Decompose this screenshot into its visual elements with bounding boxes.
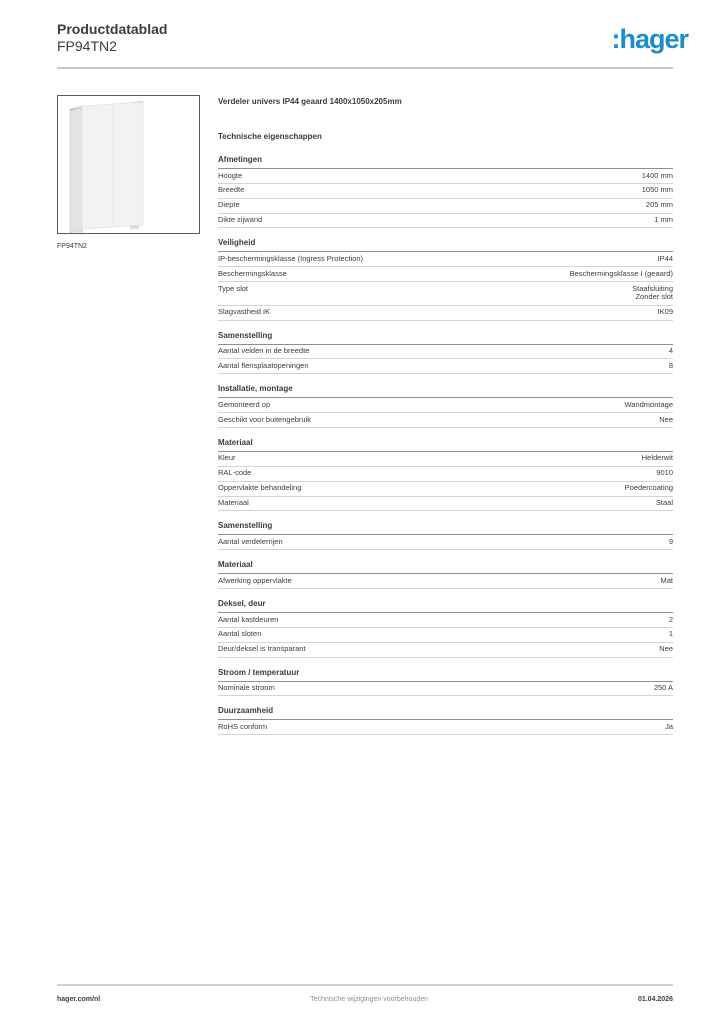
spec-row (218, 467, 673, 482)
main-content (57, 95, 673, 745)
spec-value-line: Staafsluiting (632, 283, 673, 293)
spec-section-title: Samenstelling (218, 521, 673, 535)
spec-value (669, 616, 673, 625)
spec-value (669, 347, 673, 356)
spec-label: Dikte zijwand (218, 215, 263, 225)
spec-value-line: Helderwit (641, 453, 673, 463)
spec-row (218, 574, 673, 589)
spec-row (218, 413, 673, 428)
spec-value (642, 172, 673, 181)
spec-value (659, 645, 673, 654)
spec-label: IP-beschermingsklasse (Ingress Protection) (218, 253, 364, 263)
spec-row (218, 199, 673, 214)
spec-value (654, 684, 673, 693)
footer-date: 01.04.2026 (637, 996, 673, 1003)
spec-label: Hoogte (218, 170, 243, 180)
spec-row (218, 252, 673, 267)
spec-section (218, 521, 673, 550)
spec-row (218, 452, 673, 467)
spec-section-title: Deksel, deur (218, 599, 673, 613)
spec-section-title: Materiaal (218, 438, 673, 452)
spec-value-line: Zonder slot (635, 292, 673, 302)
spec-value (646, 201, 673, 210)
spec-value-line: 1 mm (654, 215, 673, 225)
spec-label: Gemonteerd op (218, 399, 271, 409)
spec-row (218, 613, 673, 628)
cabinet-illustration (58, 96, 199, 233)
spec-label: Type slot (218, 283, 249, 293)
spec-value (659, 416, 673, 425)
spec-label: Kleur (218, 453, 236, 463)
spec-value (654, 216, 673, 225)
spec-value (656, 499, 673, 508)
spec-value-line: 9 (668, 536, 673, 546)
spec-label: Diepte (218, 200, 240, 210)
spec-label: Aantal velden in de breedte (218, 346, 310, 356)
spec-label: Deur/deksel is transparant (218, 644, 306, 654)
cabinet-front-face (82, 102, 143, 229)
cabinet-side-panel (70, 106, 82, 233)
spec-sections (218, 155, 673, 735)
spec-section (218, 438, 673, 511)
spec-section (218, 155, 673, 228)
footer-disclaimer: Technische wijzigingen voorbehouden (310, 996, 429, 1003)
specs-heading: Technische eigenschappen (218, 132, 322, 141)
spec-section-title: Materiaal (218, 560, 673, 574)
cabinet-foot-left (74, 229, 83, 233)
product-image-caption: FP94TN2 (57, 243, 87, 250)
spec-value (625, 484, 673, 493)
spec-value (632, 285, 673, 303)
spec-value (658, 255, 673, 264)
spec-section-title: Veiligheid (218, 238, 673, 252)
spec-value (624, 401, 673, 410)
footer-divider (57, 984, 673, 986)
spec-label: Oppervlakte behandeling (218, 483, 302, 493)
spec-label: Beschermingsklasse (218, 268, 287, 278)
spec-value-line: Nee (659, 644, 673, 654)
spec-section (218, 560, 673, 589)
spec-section-title: Stroom / temperatuur (218, 668, 673, 682)
spec-row (218, 214, 673, 229)
spec-value-line: 250 A (653, 683, 673, 693)
spec-row (218, 306, 673, 321)
spec-section-title: Samenstelling (218, 331, 673, 345)
footer (57, 996, 673, 1003)
spec-value (669, 630, 673, 639)
spec-section (218, 599, 673, 658)
cabinet-foot-right (130, 225, 139, 229)
product-title: Verdeler univers IP44 geaard 1400x1050x205mm (218, 97, 402, 106)
spec-section-title: Duurzaamheid (218, 706, 673, 720)
spec-label: Slagvastheid IK (218, 307, 271, 317)
spec-row (218, 267, 673, 282)
spec-row (218, 282, 673, 306)
spec-section-title: Afmetingen (218, 155, 673, 169)
spec-row (218, 643, 673, 658)
spec-label: Aantal verdelerrijen (218, 536, 283, 546)
spec-value (669, 538, 673, 547)
spec-value (570, 270, 673, 279)
spec-label: Nominale stroom (218, 683, 275, 693)
spec-value-line: 205 mm (645, 200, 673, 210)
spec-row (218, 345, 673, 360)
spec-section (218, 668, 673, 697)
spec-value (656, 469, 673, 478)
spec-value (660, 577, 673, 586)
spec-label: Aantal sloten (218, 629, 262, 639)
spec-value (658, 308, 673, 317)
spec-section (218, 706, 673, 735)
spec-value-line: Ja (665, 721, 673, 731)
spec-value-line: Poedercoating (624, 483, 673, 493)
page-title: Productdatablad (57, 21, 168, 37)
spec-section (218, 238, 673, 320)
spec-value-line: Wandmontage (624, 399, 673, 409)
spec-value-line: IK09 (657, 307, 673, 317)
spec-value-line: 1050 mm (641, 185, 673, 195)
spec-value (642, 454, 673, 463)
spec-value-line: 9010 (656, 468, 673, 478)
spec-label: RAL-code (218, 468, 252, 478)
product-image (57, 95, 200, 234)
spec-label: Geschikt voor buitengebruik (218, 414, 311, 424)
spec-label: Breedte (218, 185, 245, 195)
spec-row (218, 682, 673, 697)
spec-row (218, 359, 673, 374)
spec-section-title: Installatie, montage (218, 384, 673, 398)
hager-logo: :hager (611, 24, 688, 54)
spec-value (669, 362, 673, 371)
spec-value-line: 1400 mm (641, 170, 673, 180)
spec-value-line: 1 (668, 629, 673, 639)
spec-value (642, 186, 673, 195)
spec-value-line: Staal (655, 498, 673, 507)
spec-value-line: Mat (660, 575, 673, 585)
product-image-column (57, 95, 200, 250)
spec-row (218, 169, 673, 184)
spec-value-line: Beschermingsklasse I (geaard) (569, 268, 673, 278)
spec-value-line: Nee (659, 414, 673, 424)
spec-row (218, 720, 673, 735)
spec-row (218, 184, 673, 199)
spec-value-line: 4 (668, 346, 673, 356)
spec-value (665, 723, 673, 732)
spec-value-line: 8 (668, 360, 673, 370)
spec-row (218, 535, 673, 550)
spec-row (218, 482, 673, 497)
spec-label: Afwerking oppervlakte (218, 575, 292, 585)
product-reference: FP94TN2 (57, 38, 117, 54)
spec-row (218, 628, 673, 643)
spec-label: Aantal kastdeuren (218, 614, 279, 624)
spec-value-line: IP44 (657, 253, 673, 263)
spec-section (218, 384, 673, 428)
spec-label: RoHS conform (218, 721, 268, 731)
spec-value-line: 2 (668, 614, 673, 624)
spec-row (218, 497, 673, 512)
footer-website-link[interactable]: hager.com/nl (57, 996, 101, 1003)
spec-label: Materiaal (218, 498, 249, 507)
specs-column (218, 95, 673, 745)
spec-row (218, 398, 673, 413)
spec-label: Aantal flensplaatopeningen (218, 360, 309, 370)
header-divider (57, 67, 673, 69)
spec-section (218, 331, 673, 375)
